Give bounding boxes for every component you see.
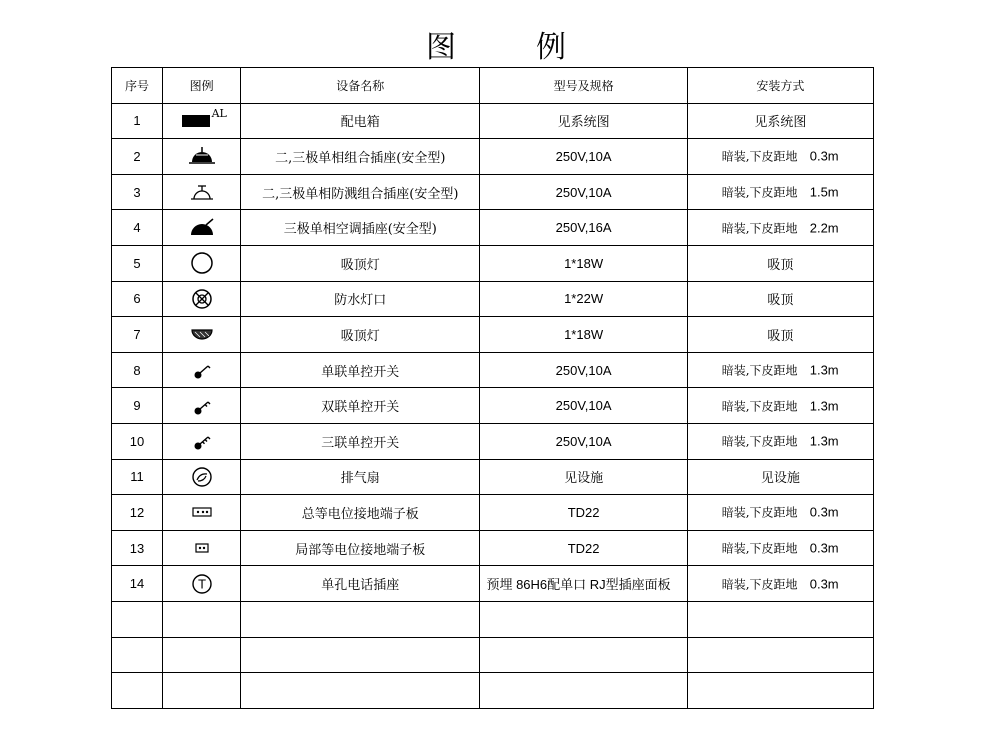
row-name: 配电箱 <box>241 103 480 139</box>
table-row <box>112 281 874 317</box>
header-spec: 型号及规格 <box>480 68 687 104</box>
table-row <box>112 245 874 281</box>
symbol-cell <box>163 139 241 175</box>
row-no: 4 <box>112 210 163 246</box>
install-height: 1.5m <box>809 184 839 200</box>
empty-cell <box>163 601 241 637</box>
empty-row <box>112 637 874 673</box>
waterproof-lamp-icon <box>180 287 224 311</box>
row-no: 7 <box>112 317 163 353</box>
install-method: 暗装,下皮距地 <box>721 434 798 449</box>
legend-table <box>111 67 874 709</box>
row-name: 防水灯口 <box>241 281 480 317</box>
single-switch-icon <box>180 358 224 382</box>
main-bonding-terminal-icon <box>180 500 224 524</box>
table-row <box>112 530 874 566</box>
install-method: 暗装,下皮距地 <box>721 399 798 414</box>
row-spec: 250V,10A <box>480 423 687 459</box>
install-method: 暗装,下皮距地 <box>721 541 798 556</box>
empty-cell <box>163 637 241 673</box>
ac-socket-icon <box>180 216 224 240</box>
row-spec: 250V,16A <box>480 210 687 246</box>
table-row <box>112 317 874 353</box>
install-method: 暗装,下皮距地 <box>721 185 798 200</box>
row-name: 双联单控开关 <box>241 388 480 424</box>
row-install: 吸顶 <box>687 245 873 281</box>
empty-cell <box>241 601 480 637</box>
row-no: 6 <box>112 281 163 317</box>
row-spec: 250V,10A <box>480 388 687 424</box>
empty-cell <box>241 637 480 673</box>
empty-cell <box>480 673 687 709</box>
symbol-cell <box>163 245 241 281</box>
row-name: 二,三极单相组合插座(安全型) <box>241 139 480 175</box>
row-name: 局部等电位接地端子板 <box>241 530 480 566</box>
row-no: 5 <box>112 245 163 281</box>
row-install: 见系统图 <box>687 103 873 139</box>
row-install <box>687 139 873 175</box>
semi-ceiling-lamp-icon <box>180 322 224 346</box>
empty-cell <box>687 637 873 673</box>
legend-title <box>0 22 1000 65</box>
table-row <box>112 459 874 495</box>
symbol-cell <box>163 388 241 424</box>
symbol-cell <box>163 281 241 317</box>
empty-cell <box>687 601 873 637</box>
symbol-cell <box>163 174 241 210</box>
install-height: 0.3m <box>809 504 839 520</box>
telephone-socket-icon <box>180 572 224 596</box>
header-symbol: 图例 <box>163 68 241 104</box>
row-spec: 1*18W <box>480 317 687 353</box>
symbol-cell <box>163 495 241 531</box>
table-row <box>112 103 874 139</box>
symbol-cell <box>163 423 241 459</box>
row-install: 见设施 <box>687 459 873 495</box>
row-spec: 见系统图 <box>480 103 687 139</box>
symbol-cell <box>163 459 241 495</box>
row-install <box>687 495 873 531</box>
empty-row <box>112 673 874 709</box>
row-install <box>687 210 873 246</box>
combo-socket-icon <box>180 144 224 168</box>
row-no: 14 <box>112 566 163 602</box>
row-spec: 见设施 <box>480 459 687 495</box>
local-bonding-terminal-icon <box>180 536 224 560</box>
symbol-cell <box>163 530 241 566</box>
row-spec: TD22 <box>480 495 687 531</box>
empty-cell <box>112 673 163 709</box>
install-height: 1.3m <box>809 362 839 378</box>
table-row <box>112 352 874 388</box>
row-no: 8 <box>112 352 163 388</box>
row-no: 10 <box>112 423 163 459</box>
row-name: 单联单控开关 <box>241 352 480 388</box>
row-spec: TD22 <box>480 530 687 566</box>
row-name: 吸顶灯 <box>241 245 480 281</box>
install-height: 0.3m <box>809 576 839 592</box>
row-no: 9 <box>112 388 163 424</box>
install-height: 1.3m <box>809 398 839 414</box>
row-no: 2 <box>112 139 163 175</box>
symbol-cell <box>163 566 241 602</box>
table-row <box>112 388 874 424</box>
row-name: 排气扇 <box>241 459 480 495</box>
row-no: 1 <box>112 103 163 139</box>
header-no: 序号 <box>112 68 163 104</box>
row-no: 3 <box>112 174 163 210</box>
symbol-cell <box>163 210 241 246</box>
ceiling-lamp-icon <box>180 251 224 275</box>
row-install <box>687 352 873 388</box>
table-row <box>112 174 874 210</box>
empty-row <box>112 601 874 637</box>
symbol-cell <box>163 352 241 388</box>
row-spec: 1*18W <box>480 245 687 281</box>
row-no: 13 <box>112 530 163 566</box>
install-method: 暗装,下皮距地 <box>721 577 798 592</box>
row-name: 吸顶灯 <box>241 317 480 353</box>
row-install <box>687 566 873 602</box>
empty-cell <box>480 601 687 637</box>
row-install: 吸顶 <box>687 281 873 317</box>
install-height: 1.3m <box>809 433 839 449</box>
exhaust-fan-icon <box>180 465 224 489</box>
empty-cell <box>480 637 687 673</box>
install-height: 2.2m <box>809 220 839 236</box>
splashproof-socket-icon <box>180 180 224 204</box>
row-name: 二,三极单相防溅组合插座(安全型) <box>241 174 480 210</box>
row-spec: 预埋 86H6配单口 RJ型插座面板 <box>480 566 687 602</box>
row-install <box>687 530 873 566</box>
distribution-box-label: AL <box>211 106 227 120</box>
symbol-cell <box>163 317 241 353</box>
install-method: 暗装,下皮距地 <box>721 363 798 378</box>
install-method: 暗装,下皮距地 <box>721 221 798 236</box>
title-char-1: 图 <box>426 30 456 65</box>
row-no: 11 <box>112 459 163 495</box>
distribution-box-icon <box>180 106 227 133</box>
row-install <box>687 423 873 459</box>
table-row <box>112 210 874 246</box>
row-spec: 1*22W <box>480 281 687 317</box>
table-row <box>112 495 874 531</box>
install-method: 暗装,下皮距地 <box>721 505 798 520</box>
double-switch-icon <box>180 394 224 418</box>
row-no: 12 <box>112 495 163 531</box>
header-name: 设备名称 <box>241 68 480 104</box>
row-name: 三极单相空调插座(安全型) <box>241 210 480 246</box>
row-spec: 250V,10A <box>480 352 687 388</box>
install-height: 0.3m <box>809 540 839 556</box>
empty-cell <box>241 673 480 709</box>
table-row <box>112 566 874 602</box>
empty-cell <box>112 637 163 673</box>
table-row <box>112 423 874 459</box>
row-name: 单孔电话插座 <box>241 566 480 602</box>
triple-switch-icon <box>180 429 224 453</box>
symbol-cell <box>163 103 241 139</box>
row-install: 吸顶 <box>687 317 873 353</box>
header-install: 安装方式 <box>687 68 873 104</box>
row-spec: 250V,10A <box>480 139 687 175</box>
title-char-2: 例 <box>536 30 566 65</box>
row-install <box>687 174 873 210</box>
empty-cell <box>112 601 163 637</box>
empty-cell <box>163 673 241 709</box>
install-height: 0.3m <box>809 148 839 164</box>
row-spec: 250V,10A <box>480 174 687 210</box>
table-row <box>112 139 874 175</box>
empty-cell <box>687 673 873 709</box>
header-row <box>112 68 874 104</box>
telephone-socket-label: T <box>197 577 206 592</box>
row-name: 总等电位接地端子板 <box>241 495 480 531</box>
row-name: 三联单控开关 <box>241 423 480 459</box>
row-install <box>687 388 873 424</box>
install-method: 暗装,下皮距地 <box>721 149 798 164</box>
